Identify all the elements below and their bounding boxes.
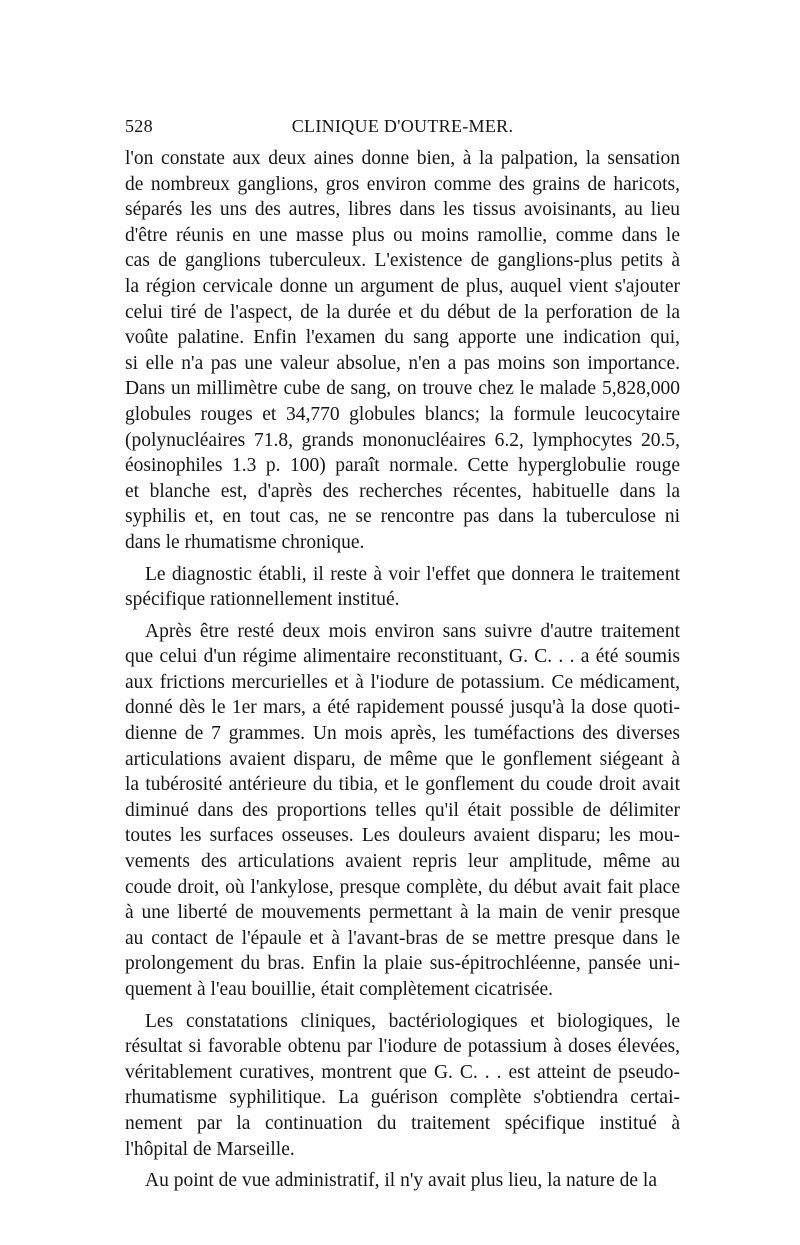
text-line: donné dès le 1er mars, a été rapidement poussé jusqu'à la dose quoti- (125, 697, 680, 719)
text-line: d'être réunis en une masse plus ou moins ramollie, comme dans le (125, 224, 680, 246)
text-line: Les constatations cliniques, bactériologiques et biologiques, le (145, 1010, 680, 1032)
text-line: l'hôpital de Marseille. (125, 1138, 295, 1160)
text-line: articulations avaient disparu, de même que le gonflement siégeant à (125, 748, 680, 770)
text-line: nement par la continuation du traitement spécifique institué à (125, 1112, 680, 1134)
text-line: Après être resté deux mois environ sans suivre d'autre traitement (145, 620, 680, 642)
text-line: Au point de vue administratif, il n'y avait plus lieu, la nature de la (145, 1170, 658, 1192)
page-number: 528 (125, 116, 153, 136)
text-line: de nombreux ganglions, gros environ comme des grains de haricots, (125, 173, 680, 195)
text-line: syphilis et, en tout cas, ne se rencontre pas dans la tuberculose ni (125, 506, 680, 528)
text-line: dienne de 7 grammes. Un mois après, les tuméfactions des diverses (125, 723, 680, 745)
paragraph (125, 1168, 680, 1194)
text-line: celui tiré de l'aspect, de la durée et du début de la perforation de la (125, 301, 680, 323)
text-line: voûte palatine. Enfin l'examen du sang apporte une indication qui, (125, 327, 680, 349)
text-line: Le diagnostic établi, il reste à voir l'effet que donnera le traitement (145, 563, 680, 585)
text-line: prolongement du bras. Enfin la plaie sus-épitrochléenne, pansée uni- (125, 953, 680, 975)
text-line: que celui d'un régime alimentaire reconstituant, G. C. . . a été soumis (125, 646, 680, 668)
text-line: vements des articulations avaient repris leur amplitude, même au (125, 851, 680, 873)
text-line: à une liberté de mouvements permettant à la main de venir presque (125, 902, 680, 924)
text-line: globules rouges et 34,770 globules blancs; la formule leucocytaire (125, 403, 680, 425)
text-line: séparés les uns des autres, libres dans les tissus avoisinants, au lieu (125, 199, 680, 221)
paragraph (125, 146, 680, 556)
text-line: l'on constate aux deux aines donne bien, à la palpation, la sensation (125, 148, 680, 169)
text-line: dans le rhumatisme chronique. (125, 531, 365, 553)
text-line: coude droit, où l'ankylose, presque complète, du début avait fait place (125, 876, 680, 898)
text-line: la tubérosité antérieure du tibia, et le gonflement du coude droit avait (125, 774, 680, 796)
text-line: aux frictions mercurielles et à l'iodure de potassium. Ce médicament, (125, 671, 680, 693)
paragraph (125, 1009, 680, 1163)
text-line: éosinophiles 1.3 p. 100) paraît normale. Cette hyperglobulie rouge (125, 455, 680, 477)
paragraph (125, 619, 680, 1003)
text-line: diminué dans des proportions telles qu'il était possible de délimiter (125, 799, 680, 821)
text-line: Dans un millimètre cube de sang, on trouve chez le malade 5,828,000 (125, 378, 680, 400)
text-line: la région cervicale donne un argument de plus, auquel vient s'ajouter (125, 275, 680, 297)
text-line: rhumatisme syphilitique. La guérison complète s'obtiendra certai- (125, 1087, 680, 1109)
text-line: quement à l'eau bouillie, était complètement cicatrisée. (125, 979, 554, 1000)
text-line: au contact de l'épaule et à l'avant-bras de se mettre presque dans le (125, 927, 680, 949)
text-line: (polynucléaires 71.8, grands mononucléaires 6.2, lymphocytes 20.5, (125, 429, 680, 451)
text-line: si elle n'a pas une valeur absolue, n'en a pas moins son importance. (125, 352, 680, 374)
text-line: et blanche est, d'après des recherches récentes, habituelle dans la (125, 480, 680, 502)
page-header (125, 116, 680, 144)
text-line: spécifique rationnellement institué. (125, 589, 400, 611)
running-title: CLINIQUE D'OUTRE-MER. (291, 116, 514, 136)
text-line: cas de ganglions tuberculeux. L'existence de ganglions-plus petits à (125, 250, 680, 272)
paragraph (125, 562, 680, 613)
text-line: résultat si favorable obtenu par l'iodure de potassium à doses élevées, (125, 1036, 680, 1058)
text-line: toutes les surfaces osseuses. Les douleurs avaient disparu; les mou- (125, 825, 680, 847)
body-text (125, 146, 680, 1194)
text-line: véritablement curatives, montrent que G. C. . . est atteint de pseudo- (125, 1061, 680, 1083)
